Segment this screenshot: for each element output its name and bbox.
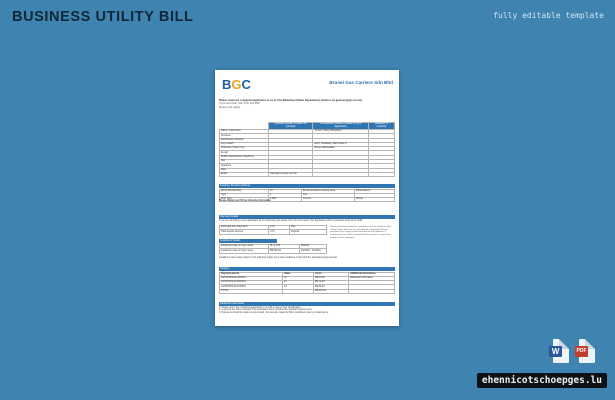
applicant-row: Postcode / Town / City Brunei Darussalam xyxy=(220,147,395,151)
intro-text: Please return the completed application to us at: (the Marketing Utilities Department). Email us by gaseous@gas.com.bn If you need help, call: (673) 123 4567 Please print clearly xyxy=(219,99,363,109)
payment-table: Initial gas due (Payment) 2.70 Due Total deposit amount 3.70 Deposit xyxy=(219,225,327,235)
existing-row: Type 1 Fax xyxy=(220,193,395,197)
installment-row: Installment rate on Type meter BL $ 1.00 Monthly xyxy=(220,245,327,249)
applicant-row: Email Name@company.com.bn xyxy=(220,172,395,176)
applicant-row: Mobile phone/Direct Telephone xyxy=(220,155,395,159)
existing-row: Post Type 4.000 Current Brunei xyxy=(220,198,395,202)
charges-row: 01/05/2019-01/07/2019 1d B$ 84.00 xyxy=(220,285,395,289)
applicant-row: Signature xyxy=(220,164,395,168)
company-name: Brunei Gas Carriers Sdn Bhd xyxy=(329,80,393,85)
section-payment: Payment Details xyxy=(219,215,395,219)
section-existing: Existing / Previous Address xyxy=(219,184,395,188)
section-info: Additional Information xyxy=(219,302,395,306)
info-lines: 1. Please return the completed application to us with a copy of your identification. 2. A general fee will be charged if the application does not follow the standard requirements. 3. Payments should be made via direct debit. You can also make the BGC installment plan by contacting us. xyxy=(219,306,329,315)
applicant-row: Surname xyxy=(220,134,395,138)
existing-note: Please display and fill the following information xyxy=(219,200,271,202)
applicant-row: Key contact Apt 3, Roadway, Main Place a xyxy=(220,142,395,146)
word-file-icon[interactable]: W xyxy=(549,339,569,363)
applicant-row: Fax xyxy=(220,160,395,164)
page-title: BUSINESS UTILITY BILL xyxy=(12,9,194,25)
existing-row: Bond/ Membership 10 Email Description activity area Rival Delivery xyxy=(220,189,395,193)
section-charges: Charges xyxy=(219,267,395,271)
section-installment: Installment Details xyxy=(219,239,277,243)
installment-table xyxy=(219,244,327,254)
payment-side-note: Please note that total balance payment must be settled on date shown. Direct debit can be arranged by completing the form provided. If the supply is disconnected for non payment, a reconnection fee will be charged. Please contact us if you have queries on this statement. xyxy=(330,226,392,239)
applicant-row: Date xyxy=(220,168,395,172)
applicant-row: E-mail xyxy=(220,151,395,155)
co-applicant-header: Co-Applicant (please complete for joint application) xyxy=(313,123,368,130)
applicant-header: Applicant (please complete for yourself) xyxy=(269,123,313,130)
site-watermark: ehennicotschoepges.lu xyxy=(477,373,607,388)
file-format-icons xyxy=(549,339,595,363)
charges-row: TOTAL B$ 216.00 xyxy=(220,289,395,293)
pdf-file-icon[interactable]: PDF xyxy=(575,339,595,363)
company-logo: BGC xyxy=(222,77,251,92)
charges-row: 01/03/2019-01/05/2019 1c B$ 72.00 xyxy=(220,281,395,285)
applicant-row: Name / First name Tb Kon, Harry, Bhd(Aa/A) xyxy=(220,130,395,134)
tagline: fully editable template xyxy=(493,11,604,20)
charges-row: 01/01/2019-01/03/2019 1b B$ 60.00 Additional information xyxy=(220,276,395,280)
guarantor-header: Guarantor (if required) xyxy=(368,123,394,130)
payment-note: If you are submitting a new application for the utility/Gas gas please fill in the form below. Your application will be processed using direct debit. xyxy=(219,219,363,222)
bill-document-preview xyxy=(215,70,399,326)
applicant-table xyxy=(219,122,395,177)
installment-note: Installment rates apply subject to the following supply terms and conditions of sale with the associated payment plan. xyxy=(219,257,338,259)
installment-row: Installment rate on Type meter B$ 500.00 01/2020 - 04/2024 xyxy=(220,249,327,253)
applicant-row: Identification Number xyxy=(220,138,395,142)
charges-table: Payment period Value Costs Additional information 01/01/2019-01/03/2019 1b B$ 60.00 Additional information 01/03/2019-01/05/2019 1c B$ 72.00 01/05/2019-01/07/2019 1d B$ 84.00 TOTAL B$ 216.00 xyxy=(219,272,395,294)
